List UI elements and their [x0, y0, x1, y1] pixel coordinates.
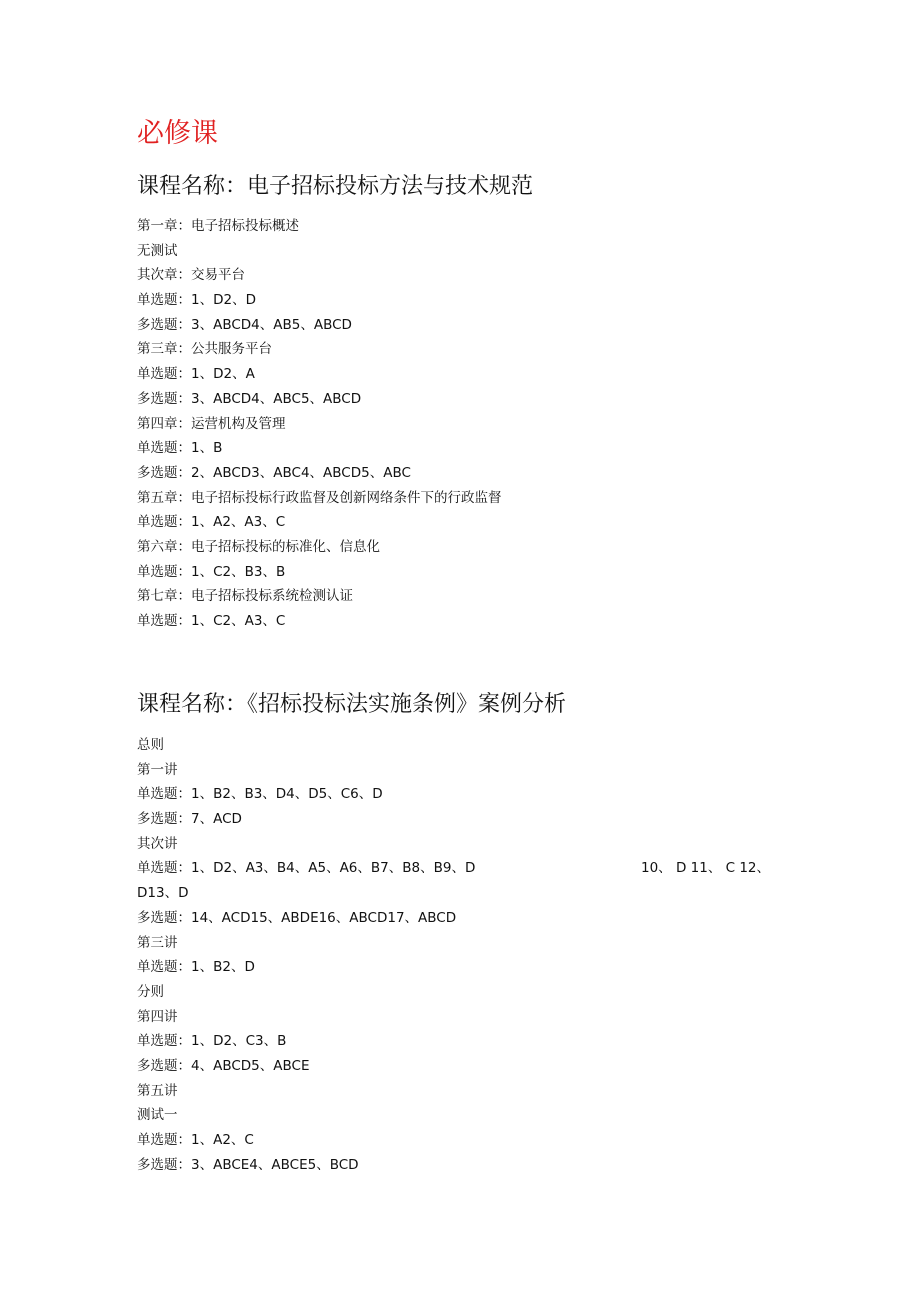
list-item: 第三讲	[137, 934, 178, 951]
list-item: 测试一	[137, 1107, 178, 1124]
course-2-answer-list	[137, 733, 475, 1177]
list-item: 多选题：14、ACD15、ABDE16、ABCD17、ABCD	[137, 909, 457, 926]
list-item: 第五章：电子招标投标行政监督及创新网络条件下的行政监督	[137, 489, 502, 506]
list-item: 多选题：2、ABCD3、ABC4、ABCD5、ABC	[137, 464, 411, 481]
list-item: 单选题：1、C2、B3、B	[137, 563, 286, 580]
list-item: 其次章：交易平台	[137, 267, 245, 284]
wrapped-answer-text: 10、 D 11、 C 12、	[641, 860, 771, 876]
list-item: 多选题：3、ABCD4、AB5、ABCD	[137, 316, 352, 333]
list-item: 单选题：1、A2、A3、C	[137, 514, 286, 531]
list-item: 单选题：1、C2、A3、C	[137, 613, 286, 629]
list-item: 第六章：电子招标投标的标准化、信息化	[137, 538, 380, 555]
required-course-heading: 必修课	[137, 118, 218, 149]
list-item: 总则	[137, 737, 164, 753]
list-item: 第四讲	[137, 1008, 178, 1025]
list-item: 单选题：1、B	[137, 440, 223, 457]
list-item: 第一讲	[137, 761, 178, 778]
list-item: 其次讲	[137, 835, 178, 852]
list-item: D13、D	[137, 885, 189, 902]
list-item: 单选题：1、A2、C	[137, 1132, 254, 1148]
list-item: 单选题：1、D2、A3、B4、A5、A6、B7、B8、B9、D	[137, 860, 476, 877]
list-item: 第一章：电子招标投标概述	[137, 218, 299, 234]
list-item: 单选题：1、B2、D	[137, 959, 255, 976]
list-item: 分则	[137, 983, 164, 1000]
list-item: 多选题：7、ACD	[137, 811, 242, 828]
list-item: 第三章：公共服务平台	[137, 341, 272, 358]
list-item: 第五讲	[137, 1082, 178, 1099]
list-item: 多选题：4、ABCD5、ABCE	[137, 1057, 310, 1074]
list-item: 单选题：1、B2、B3、D4、D5、C6、D	[137, 786, 383, 803]
list-item: 多选题：3、ABCD4、ABC5、ABCD	[137, 390, 362, 407]
course-1-title: 课程名称：电子招标投标方法与技术规范	[137, 174, 534, 199]
list-item: 单选题：1、D2、C3、B	[137, 1033, 287, 1050]
list-item: 第七章：电子招标投标系统检测认证	[137, 588, 353, 605]
list-item: 无测试	[137, 242, 178, 259]
course-2-title: 课程名称：《招标投标法实施条例》案例分析	[137, 692, 567, 717]
list-item: 单选题：1、D2、D	[137, 292, 256, 309]
course-1-answer-list	[137, 214, 502, 634]
list-item: 第四章：运营机构及管理	[137, 415, 286, 432]
list-item: 单选题：1、D2、A	[137, 366, 255, 383]
list-item: 多选题：3、ABCE4、ABCE5、BCD	[137, 1156, 359, 1173]
